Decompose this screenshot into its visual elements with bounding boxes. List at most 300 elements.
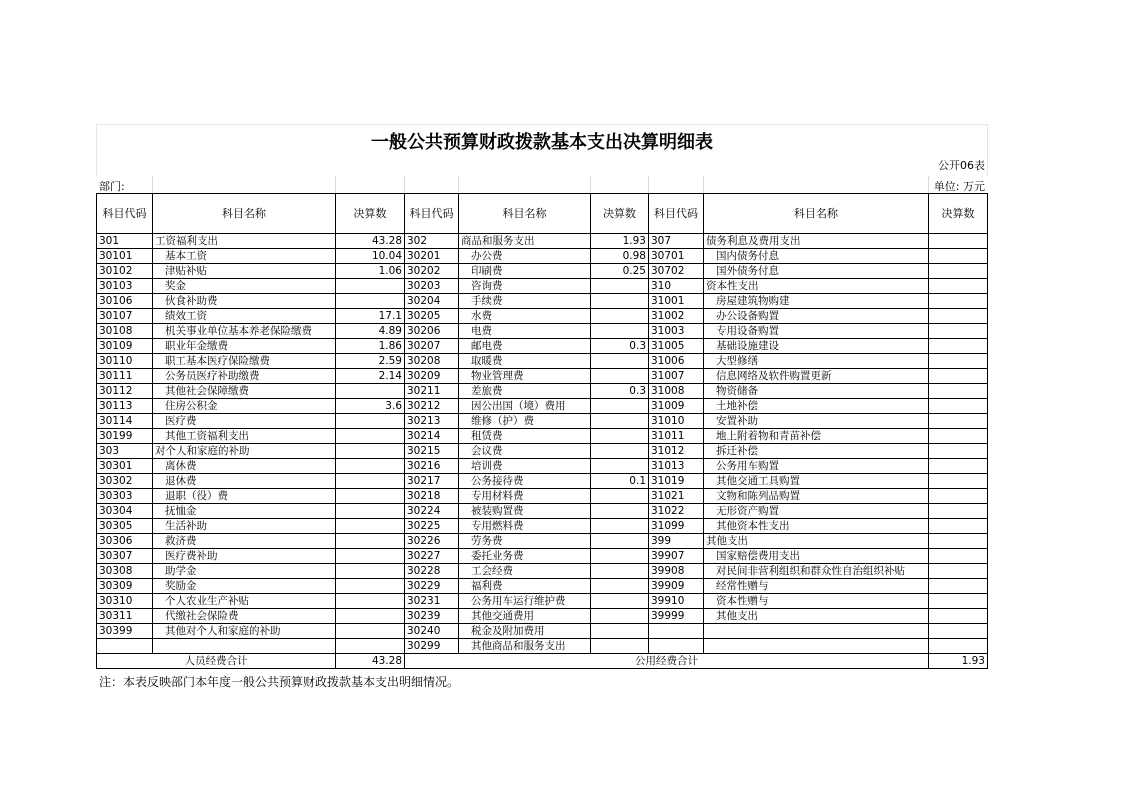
table-row xyxy=(97,429,988,444)
table-row xyxy=(97,639,988,654)
amount-cell xyxy=(591,624,649,639)
name-cell: 职业年金缴费 xyxy=(153,339,336,354)
name-cell: 电费 xyxy=(459,324,591,339)
name-cell: 离休费 xyxy=(153,459,336,474)
code-cell xyxy=(97,639,153,654)
amount-cell xyxy=(929,564,988,579)
amount-cell xyxy=(591,594,649,609)
amount-cell: 2.59 xyxy=(336,354,405,369)
amount-cell xyxy=(929,549,988,564)
code-cell: 302 xyxy=(405,234,459,249)
code-cell: 30309 xyxy=(97,579,153,594)
table-row xyxy=(97,399,988,414)
name-cell: 基本工资 xyxy=(153,249,336,264)
gridline xyxy=(152,176,153,193)
name-cell: 安置补助 xyxy=(704,414,929,429)
amount-cell xyxy=(591,354,649,369)
code-cell: 39909 xyxy=(649,579,704,594)
table-row xyxy=(97,504,988,519)
name-cell: 住房公积金 xyxy=(153,399,336,414)
header-cell: 科目代码 xyxy=(649,194,704,234)
table-row xyxy=(97,354,988,369)
code-cell: 30229 xyxy=(405,579,459,594)
name-cell: 因公出国（境）费用 xyxy=(459,399,591,414)
amount-cell xyxy=(591,399,649,414)
code-cell: 30299 xyxy=(405,639,459,654)
code-cell: 310 xyxy=(649,279,704,294)
table-row xyxy=(97,339,988,354)
code-cell xyxy=(649,639,704,654)
name-cell: 其他支出 xyxy=(704,609,929,624)
table-row xyxy=(97,534,988,549)
amount-cell xyxy=(336,294,405,309)
name-cell: 津贴补贴 xyxy=(153,264,336,279)
name-cell: 地上附着物和青苗补偿 xyxy=(704,429,929,444)
name-cell: 抚恤金 xyxy=(153,504,336,519)
name-cell: 其他社会保障缴费 xyxy=(153,384,336,399)
amount-cell xyxy=(336,639,405,654)
code-cell: 30227 xyxy=(405,549,459,564)
code-cell: 30301 xyxy=(97,459,153,474)
amount-cell: 0.98 xyxy=(591,249,649,264)
code-cell: 30204 xyxy=(405,294,459,309)
header-cell: 科目名称 xyxy=(704,194,929,234)
name-cell: 咨询费 xyxy=(459,279,591,294)
sheet-top-border xyxy=(96,124,988,125)
code-cell: 30113 xyxy=(97,399,153,414)
code-cell: 30239 xyxy=(405,609,459,624)
amount-cell: 43.28 xyxy=(336,234,405,249)
amount-cell xyxy=(336,489,405,504)
name-cell: 手续费 xyxy=(459,294,591,309)
name-cell: 经常性赠与 xyxy=(704,579,929,594)
code-cell: 30107 xyxy=(97,309,153,324)
code-cell: 30103 xyxy=(97,279,153,294)
amount-cell: 10.04 xyxy=(336,249,405,264)
name-cell: 取暖费 xyxy=(459,354,591,369)
table-header-row xyxy=(97,194,988,234)
name-cell: 资本性支出 xyxy=(704,279,929,294)
code-cell: 301 xyxy=(97,234,153,249)
amount-cell xyxy=(929,594,988,609)
personnel-total-label: 人员经费合计 xyxy=(97,654,336,669)
name-cell: 其他交通工具购置 xyxy=(704,474,929,489)
name-cell: 助学金 xyxy=(153,564,336,579)
amount-cell xyxy=(929,249,988,264)
form-number: 公开06表 xyxy=(938,159,985,172)
name-cell: 其他交通费用 xyxy=(459,609,591,624)
name-cell: 物业管理费 xyxy=(459,369,591,384)
gridline xyxy=(335,176,336,193)
table-row xyxy=(97,549,988,564)
amount-cell xyxy=(591,444,649,459)
name-cell: 委托业务费 xyxy=(459,549,591,564)
name-cell xyxy=(704,624,929,639)
name-cell: 大型修缮 xyxy=(704,354,929,369)
name-cell: 生活补助 xyxy=(153,519,336,534)
name-cell: 医疗费 xyxy=(153,414,336,429)
amount-cell xyxy=(929,504,988,519)
gridline xyxy=(590,176,591,193)
amount-cell: 0.3 xyxy=(591,384,649,399)
name-cell: 基础设施建设 xyxy=(704,339,929,354)
amount-cell xyxy=(929,489,988,504)
amount-cell xyxy=(929,609,988,624)
amount-cell xyxy=(591,369,649,384)
table-row xyxy=(97,279,988,294)
gridline xyxy=(928,176,929,193)
amount-cell xyxy=(591,429,649,444)
code-cell: 30111 xyxy=(97,369,153,384)
amount-cell xyxy=(591,579,649,594)
name-cell: 拆迁补偿 xyxy=(704,444,929,459)
amount-cell xyxy=(336,444,405,459)
name-cell: 救济费 xyxy=(153,534,336,549)
amount-cell: 1.06 xyxy=(336,264,405,279)
table-row xyxy=(97,324,988,339)
amount-cell: 0.1 xyxy=(591,474,649,489)
code-cell: 31022 xyxy=(649,504,704,519)
amount-cell xyxy=(929,534,988,549)
amount-cell xyxy=(336,534,405,549)
amount-cell xyxy=(591,459,649,474)
code-cell: 30208 xyxy=(405,354,459,369)
table-row xyxy=(97,459,988,474)
amount-cell: 0.25 xyxy=(591,264,649,279)
code-cell: 31006 xyxy=(649,354,704,369)
amount-cell xyxy=(336,279,405,294)
amount-cell xyxy=(929,384,988,399)
table-row xyxy=(97,384,988,399)
code-cell: 303 xyxy=(97,444,153,459)
amount-cell xyxy=(591,639,649,654)
code-cell: 30228 xyxy=(405,564,459,579)
code-cell: 30206 xyxy=(405,324,459,339)
header-cell: 科目代码 xyxy=(97,194,153,234)
code-cell: 39907 xyxy=(649,549,704,564)
amount-cell xyxy=(929,474,988,489)
table-row xyxy=(97,369,988,384)
amount-cell xyxy=(591,564,649,579)
code-cell: 30201 xyxy=(405,249,459,264)
amount-cell xyxy=(591,504,649,519)
amount-cell xyxy=(591,294,649,309)
code-cell: 30224 xyxy=(405,504,459,519)
code-cell: 31009 xyxy=(649,399,704,414)
name-cell: 培训费 xyxy=(459,459,591,474)
name-cell xyxy=(153,639,336,654)
code-cell: 30114 xyxy=(97,414,153,429)
header-cell: 科目名称 xyxy=(459,194,591,234)
name-cell: 专用设备购置 xyxy=(704,324,929,339)
name-cell: 公务用车购置 xyxy=(704,459,929,474)
code-cell: 31012 xyxy=(649,444,704,459)
header-cell: 科目代码 xyxy=(405,194,459,234)
code-cell: 30702 xyxy=(649,264,704,279)
name-cell: 退休费 xyxy=(153,474,336,489)
code-cell: 30203 xyxy=(405,279,459,294)
name-cell: 伙食补助费 xyxy=(153,294,336,309)
name-cell: 其他商品和服务支出 xyxy=(459,639,591,654)
name-cell: 医疗费补助 xyxy=(153,549,336,564)
code-cell: 30306 xyxy=(97,534,153,549)
code-cell: 30308 xyxy=(97,564,153,579)
code-cell: 31099 xyxy=(649,519,704,534)
name-cell: 水费 xyxy=(459,309,591,324)
name-cell: 公务接待费 xyxy=(459,474,591,489)
table-row xyxy=(97,519,988,534)
page-title: 一般公共预算财政拨款基本支出决算明细表 xyxy=(371,132,713,153)
amount-cell: 1.93 xyxy=(591,234,649,249)
expenditure-table xyxy=(96,193,988,669)
code-cell: 30199 xyxy=(97,429,153,444)
public-total-value: 1.93 xyxy=(929,654,988,669)
header-cell: 决算数 xyxy=(591,194,649,234)
code-cell: 30214 xyxy=(405,429,459,444)
code-cell: 31019 xyxy=(649,474,704,489)
name-cell: 专用燃料费 xyxy=(459,519,591,534)
amount-cell xyxy=(591,534,649,549)
personnel-total-value: 43.28 xyxy=(336,654,405,669)
code-cell: 30209 xyxy=(405,369,459,384)
header-cell: 决算数 xyxy=(929,194,988,234)
name-cell: 国内债务付息 xyxy=(704,249,929,264)
code-cell: 30106 xyxy=(97,294,153,309)
code-cell: 30213 xyxy=(405,414,459,429)
name-cell: 退职（役）费 xyxy=(153,489,336,504)
code-cell xyxy=(649,624,704,639)
header-cell: 决算数 xyxy=(336,194,405,234)
amount-cell xyxy=(929,264,988,279)
amount-cell xyxy=(929,579,988,594)
name-cell: 会议费 xyxy=(459,444,591,459)
code-cell: 39999 xyxy=(649,609,704,624)
name-cell: 邮电费 xyxy=(459,339,591,354)
name-cell: 奖励金 xyxy=(153,579,336,594)
name-cell: 个人农业生产补贴 xyxy=(153,594,336,609)
amount-cell: 0.3 xyxy=(591,339,649,354)
code-cell: 30231 xyxy=(405,594,459,609)
table-row xyxy=(97,414,988,429)
name-cell: 税金及附加费用 xyxy=(459,624,591,639)
public-total-label: 公用经费合计 xyxy=(405,654,929,669)
name-cell xyxy=(704,639,929,654)
name-cell: 办公费 xyxy=(459,249,591,264)
amount-cell: 3.6 xyxy=(336,399,405,414)
name-cell: 国外债务付息 xyxy=(704,264,929,279)
code-cell: 307 xyxy=(649,234,704,249)
header-cell: 科目名称 xyxy=(153,194,336,234)
amount-cell: 17.1 xyxy=(336,309,405,324)
amount-cell xyxy=(591,279,649,294)
code-cell: 31013 xyxy=(649,459,704,474)
code-cell: 30305 xyxy=(97,519,153,534)
code-cell: 30108 xyxy=(97,324,153,339)
name-cell: 物资储备 xyxy=(704,384,929,399)
gridline xyxy=(648,176,649,193)
code-cell: 30303 xyxy=(97,489,153,504)
amount-cell xyxy=(336,564,405,579)
name-cell: 差旅费 xyxy=(459,384,591,399)
amount-cell xyxy=(336,549,405,564)
table-row xyxy=(97,624,988,639)
amount-cell xyxy=(591,609,649,624)
code-cell: 30226 xyxy=(405,534,459,549)
name-cell: 其他支出 xyxy=(704,534,929,549)
name-cell: 工资福利支出 xyxy=(153,234,336,249)
table-row xyxy=(97,264,988,279)
amount-cell xyxy=(336,609,405,624)
code-cell: 30211 xyxy=(405,384,459,399)
name-cell: 土地补偿 xyxy=(704,399,929,414)
table-row xyxy=(97,609,988,624)
code-cell: 30212 xyxy=(405,399,459,414)
name-cell: 公务用车运行维护费 xyxy=(459,594,591,609)
amount-cell xyxy=(929,309,988,324)
code-cell: 31002 xyxy=(649,309,704,324)
amount-cell xyxy=(929,414,988,429)
code-cell: 30202 xyxy=(405,264,459,279)
gridline xyxy=(703,176,704,193)
code-cell: 39908 xyxy=(649,564,704,579)
code-cell: 30225 xyxy=(405,519,459,534)
code-cell: 31011 xyxy=(649,429,704,444)
name-cell: 房屋建筑物购建 xyxy=(704,294,929,309)
amount-cell: 4.89 xyxy=(336,324,405,339)
amount-cell xyxy=(336,504,405,519)
amount-cell: 1.86 xyxy=(336,339,405,354)
amount-cell xyxy=(929,444,988,459)
code-cell: 30112 xyxy=(97,384,153,399)
name-cell: 信息网络及软件购置更新 xyxy=(704,369,929,384)
name-cell: 维修（护）费 xyxy=(459,414,591,429)
name-cell: 商品和服务支出 xyxy=(459,234,591,249)
table-row xyxy=(97,564,988,579)
name-cell: 职工基本医疗保险缴费 xyxy=(153,354,336,369)
code-cell: 30205 xyxy=(405,309,459,324)
amount-cell xyxy=(929,399,988,414)
amount-cell xyxy=(591,414,649,429)
amount-cell xyxy=(929,294,988,309)
name-cell: 劳务费 xyxy=(459,534,591,549)
amount-cell xyxy=(591,519,649,534)
code-cell: 30311 xyxy=(97,609,153,624)
amount-cell xyxy=(336,519,405,534)
department-label: 部门: xyxy=(99,180,125,193)
amount-cell xyxy=(336,429,405,444)
code-cell: 31007 xyxy=(649,369,704,384)
code-cell: 30310 xyxy=(97,594,153,609)
table-row xyxy=(97,294,988,309)
amount-cell xyxy=(336,414,405,429)
code-cell: 30304 xyxy=(97,504,153,519)
code-cell: 30701 xyxy=(649,249,704,264)
name-cell: 绩效工资 xyxy=(153,309,336,324)
code-cell: 30307 xyxy=(97,549,153,564)
code-cell: 31008 xyxy=(649,384,704,399)
name-cell: 机关事业单位基本养老保险缴费 xyxy=(153,324,336,339)
table-row xyxy=(97,594,988,609)
code-cell: 30216 xyxy=(405,459,459,474)
code-cell: 31001 xyxy=(649,294,704,309)
amount-cell xyxy=(929,339,988,354)
amount-cell xyxy=(591,324,649,339)
amount-cell xyxy=(591,309,649,324)
code-cell: 30302 xyxy=(97,474,153,489)
name-cell: 国家赔偿费用支出 xyxy=(704,549,929,564)
amount-cell: 2.14 xyxy=(336,369,405,384)
name-cell: 公务员医疗补助缴费 xyxy=(153,369,336,384)
amount-cell xyxy=(929,519,988,534)
amount-cell xyxy=(929,324,988,339)
code-cell: 30240 xyxy=(405,624,459,639)
table-row xyxy=(97,474,988,489)
amount-cell xyxy=(929,459,988,474)
name-cell: 文物和陈列品购置 xyxy=(704,489,929,504)
name-cell: 其他工资福利支出 xyxy=(153,429,336,444)
code-cell: 31003 xyxy=(649,324,704,339)
code-cell: 30218 xyxy=(405,489,459,504)
amount-cell xyxy=(336,384,405,399)
table-row xyxy=(97,489,988,504)
code-cell: 31005 xyxy=(649,339,704,354)
name-cell: 对个人和家庭的补助 xyxy=(153,444,336,459)
code-cell: 30109 xyxy=(97,339,153,354)
code-cell: 30101 xyxy=(97,249,153,264)
code-cell: 399 xyxy=(649,534,704,549)
amount-cell xyxy=(929,369,988,384)
name-cell: 无形资产购置 xyxy=(704,504,929,519)
name-cell: 债务利息及费用支出 xyxy=(704,234,929,249)
totals-row xyxy=(97,654,988,669)
table-row xyxy=(97,234,988,249)
gridline xyxy=(404,176,405,193)
name-cell: 印刷费 xyxy=(459,264,591,279)
name-cell: 其他资本性支出 xyxy=(704,519,929,534)
code-cell: 30215 xyxy=(405,444,459,459)
name-cell: 资本性赠与 xyxy=(704,594,929,609)
amount-cell xyxy=(336,459,405,474)
code-cell: 30110 xyxy=(97,354,153,369)
name-cell: 对民间非营利组织和群众性自治组织补贴 xyxy=(704,564,929,579)
name-cell: 被装购置费 xyxy=(459,504,591,519)
amount-cell xyxy=(929,639,988,654)
code-cell: 30207 xyxy=(405,339,459,354)
code-cell: 31021 xyxy=(649,489,704,504)
table-row xyxy=(97,309,988,324)
gridline xyxy=(458,176,459,193)
code-cell: 30102 xyxy=(97,264,153,279)
name-cell: 专用材料费 xyxy=(459,489,591,504)
amount-cell xyxy=(929,354,988,369)
code-cell: 39910 xyxy=(649,594,704,609)
name-cell: 工会经费 xyxy=(459,564,591,579)
name-cell: 奖金 xyxy=(153,279,336,294)
amount-cell xyxy=(929,429,988,444)
code-cell: 30399 xyxy=(97,624,153,639)
amount-cell xyxy=(929,234,988,249)
amount-cell xyxy=(336,474,405,489)
amount-cell xyxy=(929,624,988,639)
amount-cell xyxy=(336,594,405,609)
amount-cell xyxy=(591,549,649,564)
name-cell: 福利费 xyxy=(459,579,591,594)
code-cell: 30217 xyxy=(405,474,459,489)
code-cell: 31010 xyxy=(649,414,704,429)
unit-label: 单位: 万元 xyxy=(933,180,985,193)
name-cell: 租赁费 xyxy=(459,429,591,444)
name-cell: 代缴社会保险费 xyxy=(153,609,336,624)
